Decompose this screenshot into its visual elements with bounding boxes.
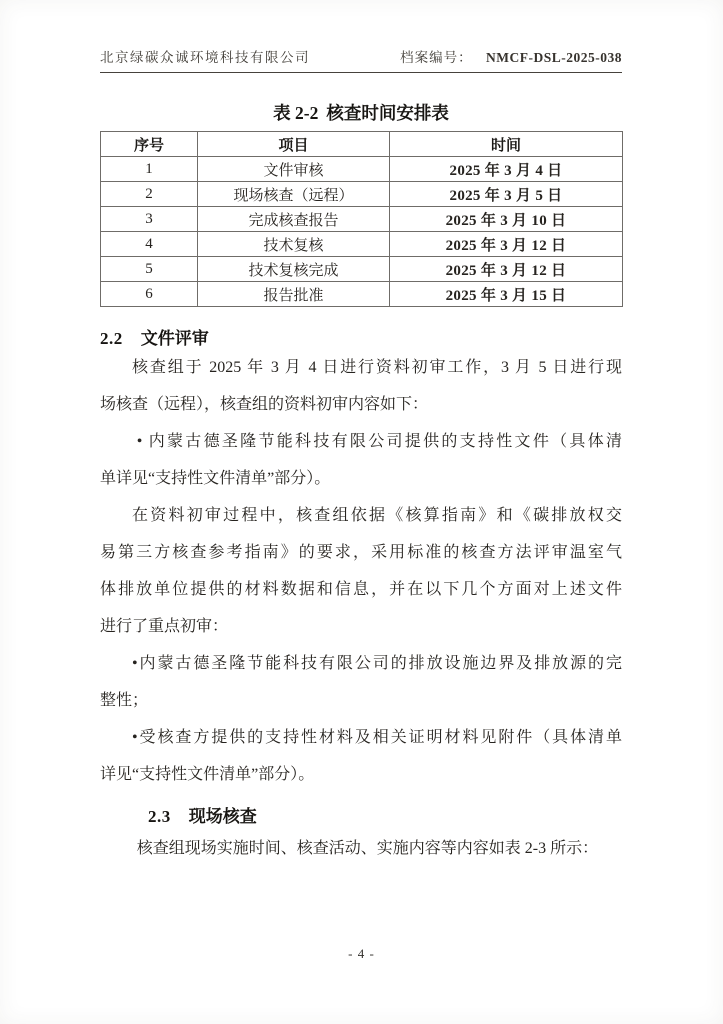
cell-no: 2: [101, 182, 198, 207]
cell-item: 技术复核完成: [198, 257, 390, 282]
table-row: [101, 182, 623, 207]
section-heading-2-2: [100, 324, 622, 349]
page-number: - 4 -: [348, 946, 375, 961]
paragraph-line: 核查组于 2025 年 3 月 4 日进行资料初审工作，3 月 5 日进行现: [132, 359, 622, 376]
paragraph-line: 在资料初审过程中，核查组依据《核算指南》和《碳排放权交: [132, 507, 622, 524]
paragraph-review-intro: [100, 349, 622, 423]
cell-item: 完成核查报告: [198, 207, 390, 232]
cell-time: 2025 年 3 月 12 日: [390, 232, 623, 257]
cell-item: 技术复核: [198, 232, 390, 257]
archive-label: 档案编号：: [400, 50, 473, 65]
paragraph-review-method: [100, 497, 622, 645]
paragraph-line: 核查组现场实施时间、核查活动、实施内容等内容如表 2-3 所示：: [136, 840, 599, 857]
paragraph-line: 进行了重点初审：: [100, 618, 229, 635]
bullet-line: 整性；: [100, 692, 149, 709]
bullet-line: 单详见“支持性文件清单”部分）。: [100, 470, 331, 487]
company-name: 北京绿碳众诚环境科技有限公司: [100, 50, 310, 65]
table-row: [101, 282, 623, 307]
cell-no: 4: [101, 232, 198, 257]
cell-item: 现场核查（远程）: [198, 182, 390, 207]
table-caption-number: 表 2-2: [273, 103, 319, 123]
column-header-no: 序号: [101, 132, 198, 157]
cell-time: 2025 年 3 月 12 日: [390, 257, 623, 282]
paragraph-onsite-intro: [100, 830, 622, 867]
cell-item: 报告批准: [198, 282, 390, 307]
cell-time: 2025 年 3 月 15 日: [390, 282, 623, 307]
cell-no: 5: [101, 257, 198, 282]
table-row: [101, 257, 623, 282]
cell-no: 1: [101, 157, 198, 182]
cell-no: 6: [101, 282, 198, 307]
table-row: [101, 232, 623, 257]
cell-time: 2025 年 3 月 4 日: [390, 157, 623, 182]
section-title: 文件评审: [140, 329, 209, 348]
section-number: 2.3: [148, 807, 171, 826]
cell-time: 2025 年 3 月 5 日: [390, 182, 623, 207]
paragraph-line: 体排放单位提供的材料数据和信息，并在以下几个方面对上述文件: [100, 581, 622, 598]
bullet-supporting-documents: [100, 423, 622, 497]
section-title: 现场核查: [188, 807, 257, 826]
cell-time: 2025 年 3 月 10 日: [390, 207, 623, 232]
archive-value: NMCF-DSL-2025-038: [486, 50, 622, 65]
column-header-time: 时间: [390, 132, 623, 157]
document-header: [100, 46, 622, 73]
table-caption-text: 核查时间安排表: [326, 103, 449, 123]
paragraph-line: 易第三方核查参考指南》的要求，采用标准的核查方法评审温室气: [100, 544, 622, 561]
schedule-table: [100, 131, 623, 307]
bullet-evidence-materials: [100, 719, 622, 793]
page-content: [100, 0, 622, 867]
section-heading-2-3: [100, 802, 622, 827]
archive-number: [400, 46, 622, 66]
section-number: 2.2: [100, 329, 123, 348]
bullet-line: • 内蒙古德圣隆节能科技有限公司提供的支持性文件（具体清: [136, 433, 622, 450]
bullet-line: •受核查方提供的支持性材料及相关证明材料见附件（具体清单: [132, 729, 622, 746]
table-row: [101, 157, 623, 182]
bullet-boundary-completeness: [100, 645, 622, 719]
column-header-item: 项目: [198, 132, 390, 157]
bullet-line: •内蒙古德圣隆节能科技有限公司的排放设施边界及排放源的完: [132, 655, 622, 672]
table-header-row: [101, 132, 623, 157]
cell-no: 3: [101, 207, 198, 232]
table-row: [101, 207, 623, 232]
paragraph-line: 场核查（远程），核查组的资料初审内容如下：: [100, 396, 429, 413]
table-caption: [100, 100, 622, 125]
cell-item: 文件审核: [198, 157, 390, 182]
bullet-line: 详见“支持性文件清单”部分）。: [100, 766, 315, 783]
